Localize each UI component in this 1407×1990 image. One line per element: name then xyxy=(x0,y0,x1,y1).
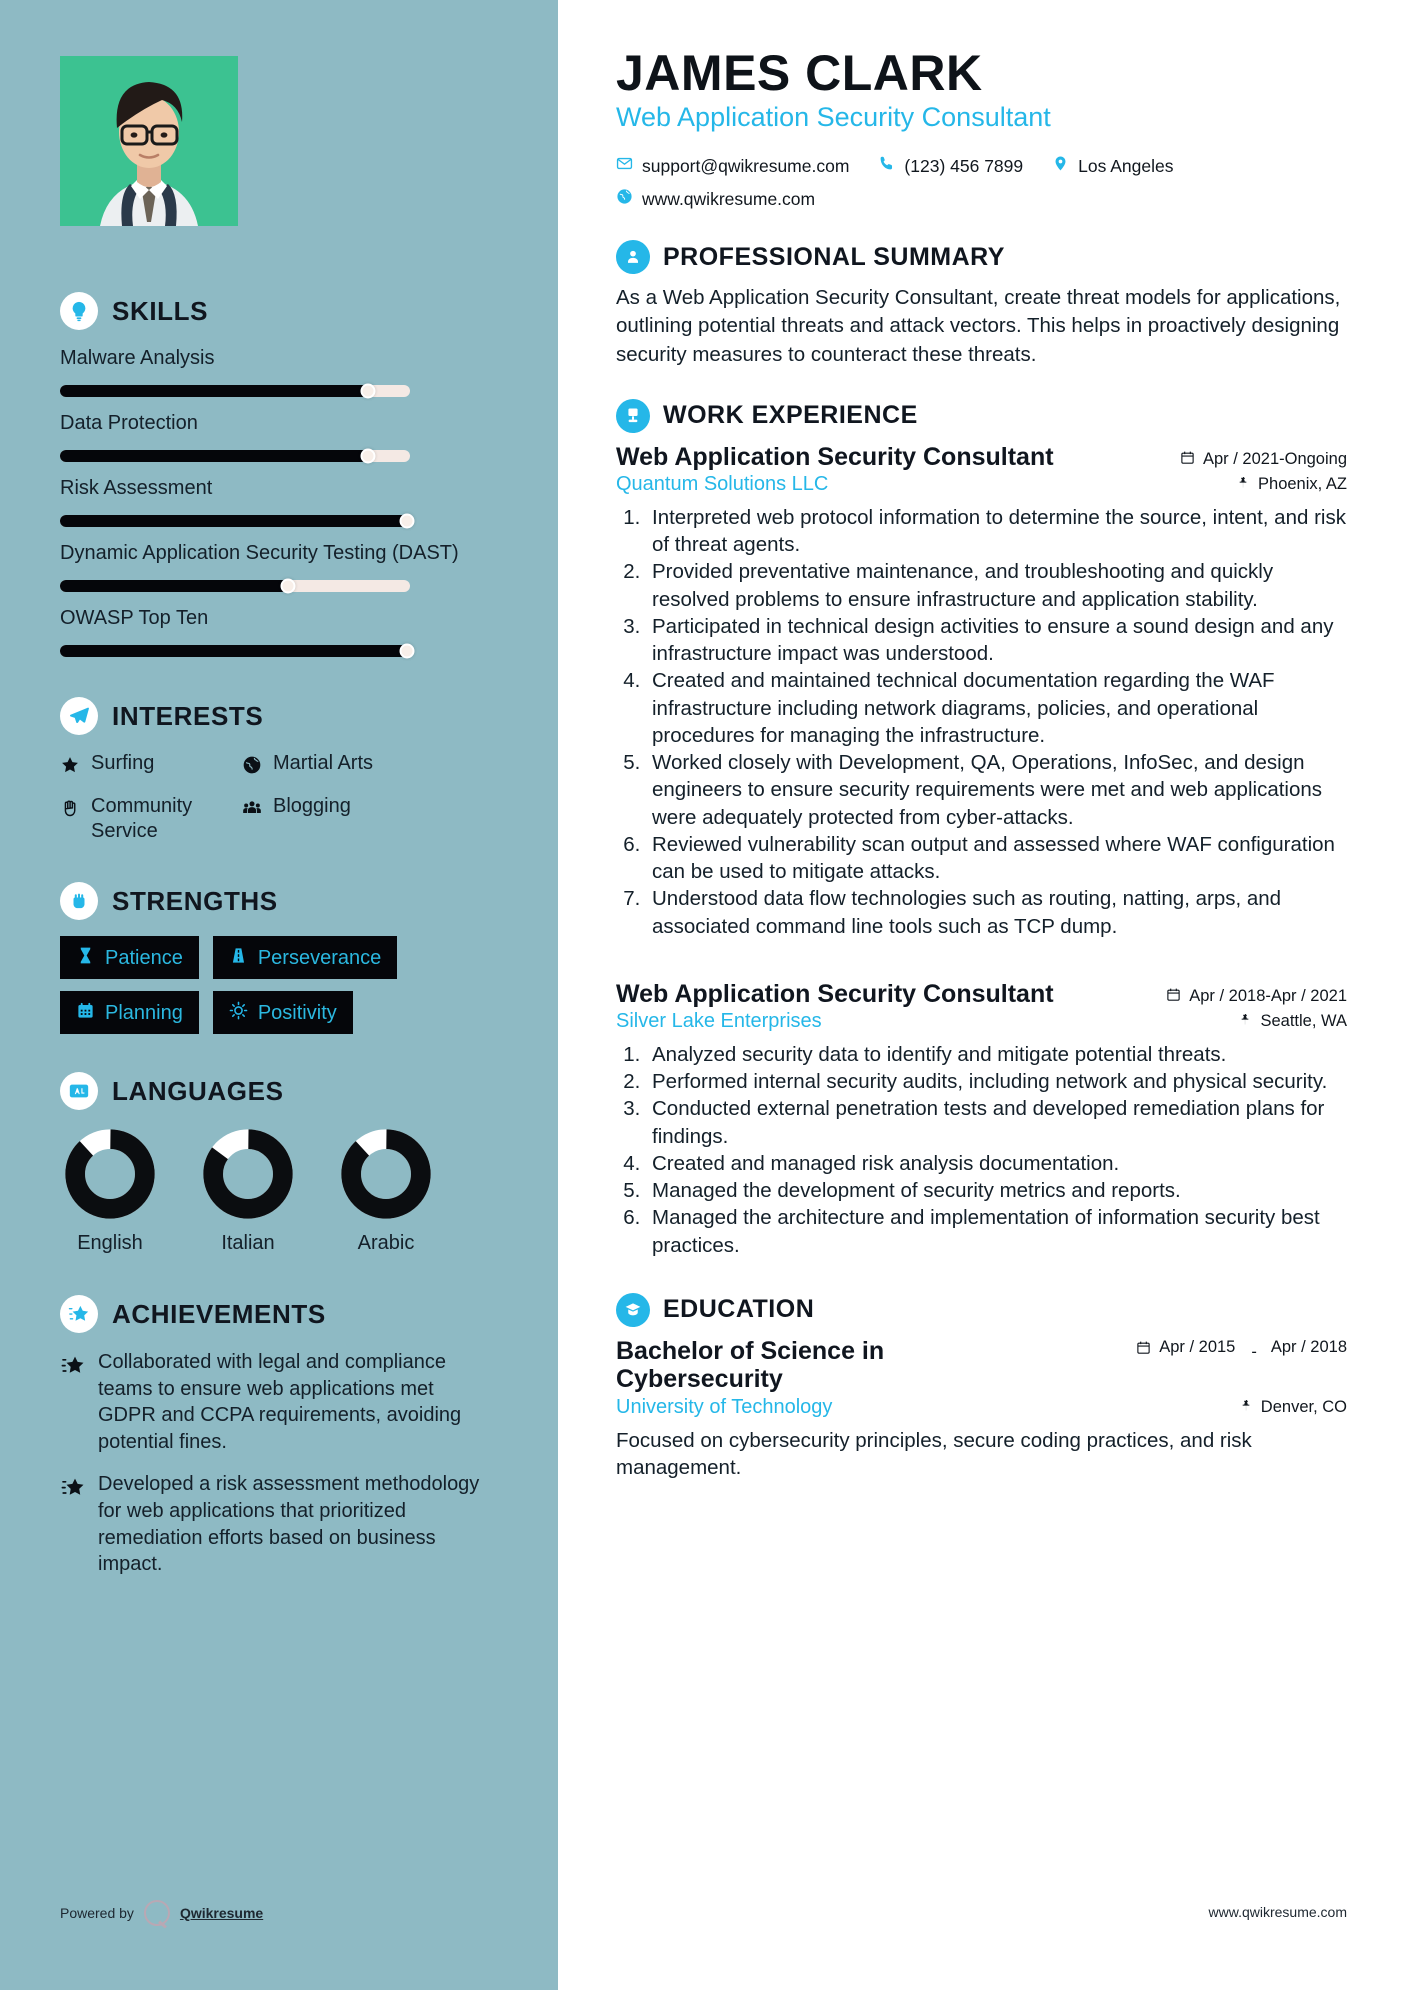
education-location-text: Denver, CO xyxy=(1260,1398,1347,1417)
skill-bar-knob xyxy=(280,579,295,594)
education-start-date: Apr / 2015 xyxy=(1159,1337,1236,1356)
job-title: Web Application Security Consultant xyxy=(616,979,1054,1008)
education-description: Focused on cybersecurity principles, secure coding practices, and risk management. xyxy=(616,1428,1252,1480)
section-title: PROFESSIONAL SUMMARY xyxy=(663,242,1005,271)
pin-icon xyxy=(1240,1398,1253,1418)
section-title: LANGUAGES xyxy=(112,1075,284,1106)
duty-item: 6. Reviewed vulnerability scan output and assessed where WAF configuration can be used to mitigate attacks. xyxy=(646,831,1347,886)
section-title: WORK EXPERIENCE xyxy=(663,401,918,430)
duty-item: 6. Managed the architecture and implementation of information security best practices. xyxy=(646,1204,1347,1259)
education-heading xyxy=(616,1293,1347,1327)
education-school: University of Technology xyxy=(616,1395,833,1418)
fist-icon xyxy=(60,882,98,920)
strength-chip xyxy=(213,991,353,1034)
hand-icon xyxy=(60,794,80,823)
contact-website[interactable] xyxy=(616,188,815,210)
qwikresume-link[interactable]: Qwikresume xyxy=(179,1905,264,1921)
duty-item: 7. Understood data flow technologies such as routing, natting, arps, and associated command line tools such as TCP dump. xyxy=(646,885,1347,940)
users-icon xyxy=(242,794,262,823)
duty-item: 4. Created and managed risk analysis documentation. xyxy=(646,1150,1347,1177)
sun-icon xyxy=(229,1001,248,1024)
skill-bar-knob xyxy=(361,449,376,464)
briefcase-icon xyxy=(616,399,650,433)
duty-item: 5. Managed the development of security metrics and reports. xyxy=(646,1177,1347,1204)
globe-icon xyxy=(616,188,633,210)
strength-label: Perseverance xyxy=(257,946,382,969)
duty-item: 1. Analyzed security data to identify and mitigate potential threats. xyxy=(646,1041,1347,1068)
education-entry xyxy=(616,1337,1347,1482)
job-date xyxy=(1180,450,1347,470)
interest-label: Blogging xyxy=(273,795,351,817)
languages-heading xyxy=(60,1072,496,1110)
strength-label: Planning xyxy=(105,1001,183,1024)
sidebar xyxy=(0,0,558,1990)
strengths-heading xyxy=(60,882,496,920)
strength-label: Patience xyxy=(105,946,183,969)
main-footer-website: www.qwikresume.com xyxy=(1208,1904,1347,1920)
skills-section xyxy=(60,292,496,657)
envelope-icon xyxy=(616,155,633,177)
language-item xyxy=(198,1128,298,1255)
skill-label: Dynamic Application Security Testing (DAST) xyxy=(60,542,459,564)
strengths-section xyxy=(60,882,496,1034)
skill-label: Data Protection xyxy=(60,412,198,434)
job-duties xyxy=(646,1041,1347,1259)
skill-item xyxy=(60,411,496,462)
phone-icon xyxy=(878,155,895,177)
section-title: INTERESTS xyxy=(112,700,264,731)
strength-chip xyxy=(60,991,199,1034)
summary-heading xyxy=(616,240,1347,274)
job-location xyxy=(1239,1012,1347,1032)
language-label: English xyxy=(77,1232,143,1254)
education-section xyxy=(616,1293,1347,1482)
language-label: Italian xyxy=(221,1232,275,1254)
skill-bar[interactable] xyxy=(60,385,410,397)
skill-item xyxy=(60,606,496,657)
skill-bar-fill xyxy=(60,580,288,592)
interest-item xyxy=(242,751,496,780)
skill-item xyxy=(60,346,496,397)
education-dates xyxy=(1136,1337,1347,1362)
skill-bar[interactable] xyxy=(60,645,410,657)
contact-info xyxy=(616,155,1347,210)
job-duties xyxy=(646,504,1347,940)
achievement-item xyxy=(60,1349,496,1455)
pin-icon xyxy=(1239,1012,1252,1032)
education-degree: Bachelor of Science in Cybersecurity xyxy=(616,1336,885,1393)
skill-item xyxy=(60,541,496,592)
star-icon xyxy=(60,751,80,780)
duty-item: 4. Created and maintained technical documentation regarding the WAF infrastructure including network diagrams, policies, and operational procedures for managing the infrastructure. xyxy=(646,667,1347,749)
language-donut xyxy=(340,1128,432,1220)
profile-photo xyxy=(60,56,238,226)
interest-item xyxy=(242,794,496,844)
skills-heading xyxy=(60,292,496,330)
job-location xyxy=(1237,475,1347,495)
achievement-text: Developed a risk assessment methodology for web applications that prioritized remediation efforts based on business impact. xyxy=(98,1473,480,1576)
interest-item xyxy=(60,794,232,844)
interests-section xyxy=(60,697,496,844)
achievement-text: Collaborated with legal and compliance teams to ensure web applications met GDPR and CCPA requirements, avoiding potential fines. xyxy=(98,1351,462,1453)
job-title: Web Application Security Consultant xyxy=(616,442,1054,471)
skill-bar[interactable] xyxy=(60,450,410,462)
lightbulb-icon xyxy=(60,292,98,330)
language-icon xyxy=(60,1072,98,1110)
calendar-icon xyxy=(76,1001,95,1024)
summary-text: As a Web Application Security Consultant, create threat models for applications, outlining potential threats and attack vectors. This helps in proactively designing security measures to counteract these threats. xyxy=(616,286,1341,366)
skill-bar-fill xyxy=(60,515,407,527)
contact-email[interactable] xyxy=(616,155,849,177)
contact-phone[interactable] xyxy=(878,155,1023,177)
language-donut xyxy=(202,1128,294,1220)
duty-item: 2. Performed internal security audits, including network and physical security. xyxy=(646,1068,1347,1095)
work-heading xyxy=(616,399,1347,433)
hourglass-icon xyxy=(76,946,95,969)
duty-item: 1. Interpreted web protocol information to determine the source, intent, and risk of threat agents. xyxy=(646,504,1347,559)
skill-item xyxy=(60,476,496,527)
professional-summary-section xyxy=(616,240,1347,369)
contact-location-text: Los Angeles xyxy=(1078,155,1174,176)
star-burst-icon xyxy=(60,1349,86,1455)
skill-bar-knob xyxy=(361,384,376,399)
achievements-section xyxy=(60,1295,496,1578)
user-circle-icon xyxy=(616,240,650,274)
section-title: ACHIEVEMENTS xyxy=(112,1298,326,1329)
job-entry xyxy=(616,980,1347,1259)
job-location-text: Phoenix, AZ xyxy=(1258,475,1347,494)
duty-item: 3. Participated in technical design activities to ensure a sound design and any infrastructure impact was understood. xyxy=(646,613,1347,668)
skill-bar[interactable] xyxy=(60,515,410,527)
duty-item: 5. Worked closely with Development, QA, Operations, InfoSec, and design engineers to ensure security requirements were met and web applications were adequately protected from cyber-attacks. xyxy=(646,749,1347,831)
interests-heading xyxy=(60,697,496,735)
section-title: SKILLS xyxy=(112,295,209,326)
job-entry xyxy=(616,443,1347,940)
interest-label: Martial Arts xyxy=(273,752,374,774)
job-date-text: Apr / 2021-Ongoing xyxy=(1202,450,1347,469)
job-role-subtitle: Web Application Security Consultant xyxy=(616,102,1051,132)
pin-icon xyxy=(1237,475,1250,495)
skill-bar[interactable] xyxy=(60,580,410,592)
skill-label: Risk Assessment xyxy=(60,477,213,499)
language-donut xyxy=(64,1128,156,1220)
skill-bar-fill xyxy=(60,385,368,397)
powered-by-label: Powered by xyxy=(60,1905,134,1921)
education-end-date: Apr / 2018 xyxy=(1270,1337,1347,1356)
contact-phone-text: (123) 456 7899 xyxy=(904,155,1024,176)
strength-chip xyxy=(213,936,397,979)
duty-item: 3. Conducted external penetration tests and developed remediation plans for findings. xyxy=(646,1095,1347,1150)
qwikresume-logo-icon xyxy=(144,1900,170,1926)
calendar-icon xyxy=(1136,1337,1151,1360)
calendar-icon xyxy=(1166,987,1181,1007)
contact-email-text: support@qwikresume.com xyxy=(642,155,850,176)
language-item xyxy=(60,1128,160,1255)
skill-bar-fill xyxy=(60,450,368,462)
achievements-heading xyxy=(60,1295,496,1333)
interest-item xyxy=(60,751,232,780)
road-icon xyxy=(229,946,248,969)
achievement-item xyxy=(60,1471,496,1577)
graduation-icon xyxy=(616,1293,650,1327)
education-location xyxy=(1240,1398,1347,1418)
interest-label: Community Service xyxy=(91,795,193,842)
strength-label: Positivity xyxy=(257,1001,337,1024)
globe-icon xyxy=(242,751,262,780)
map-pin-icon xyxy=(1052,155,1069,177)
languages-section xyxy=(60,1072,496,1255)
strength-chip xyxy=(60,936,199,979)
skill-label: OWASP Top Ten xyxy=(60,607,209,629)
skill-label: Malware Analysis xyxy=(60,347,215,369)
main-content xyxy=(558,0,1407,1990)
star-burst-icon xyxy=(60,1295,98,1333)
work-experience-section xyxy=(616,399,1347,1259)
skill-bar-knob xyxy=(399,514,414,529)
job-company: Silver Lake Enterprises xyxy=(616,1009,822,1032)
star-burst-icon xyxy=(60,1471,86,1577)
section-title: EDUCATION xyxy=(663,1295,815,1324)
contact-location xyxy=(1052,155,1173,177)
duty-item: 2. Provided preventative maintenance, and troubleshooting and quickly resolved problems to ensure infrastructure and application stability. xyxy=(646,558,1347,613)
language-label: Arabic xyxy=(357,1232,415,1254)
skill-bar-knob xyxy=(399,644,414,659)
job-date-text: Apr / 2018-Apr / 2021 xyxy=(1189,987,1347,1006)
interest-label: Surfing xyxy=(91,752,155,774)
calendar-icon xyxy=(1180,450,1195,470)
job-date xyxy=(1166,987,1347,1007)
job-location-text: Seattle, WA xyxy=(1260,1012,1347,1031)
sidebar-footer xyxy=(60,1900,263,1926)
page-title: JAMES CLARK xyxy=(616,45,983,101)
paper-plane-icon xyxy=(60,697,98,735)
language-item xyxy=(336,1128,436,1255)
contact-website-text: www.qwikresume.com xyxy=(642,188,816,209)
job-company: Quantum Solutions LLC xyxy=(616,472,829,495)
education-date-separator: - xyxy=(1251,1342,1257,1361)
skill-bar-fill xyxy=(60,645,407,657)
section-title: STRENGTHS xyxy=(112,885,278,916)
